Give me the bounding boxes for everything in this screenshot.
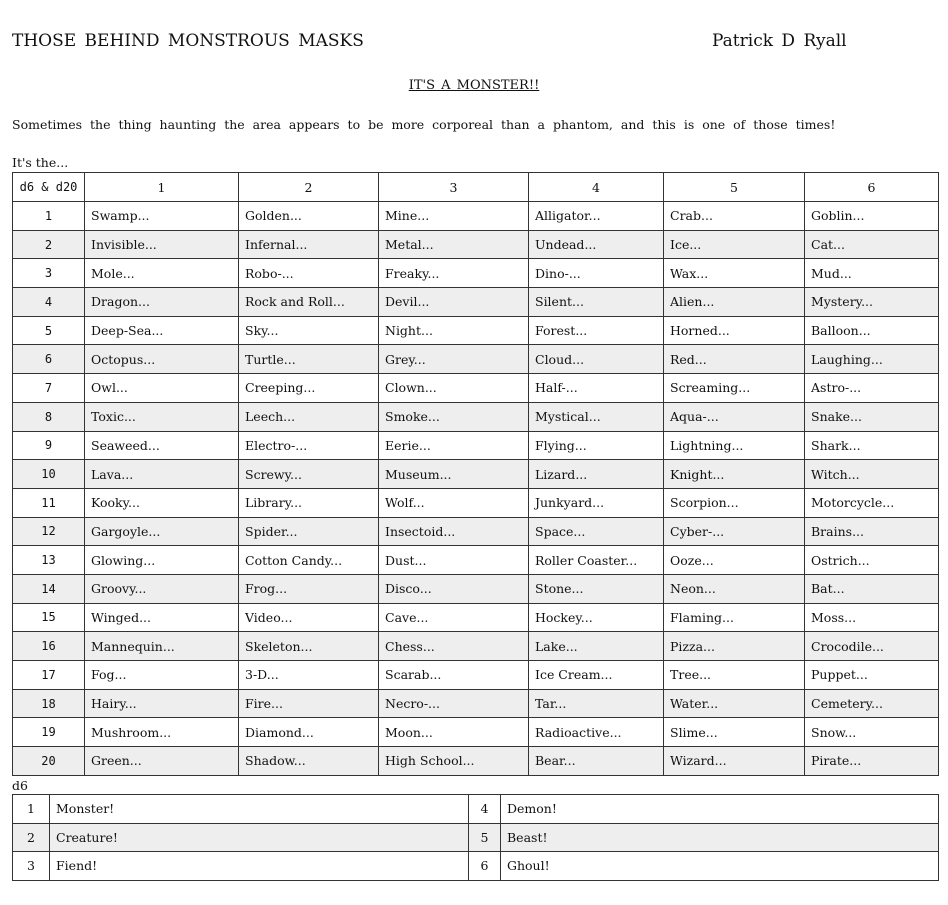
table-cell: Glowing... (85, 546, 239, 575)
table-cell: Mystical... (529, 402, 664, 431)
roll-number: 8 (13, 402, 85, 431)
d6-result: Fiend! (50, 852, 469, 881)
table-cell: Snow... (805, 718, 939, 747)
d6-result: Demon! (501, 795, 939, 824)
d6-roll-number: 3 (13, 852, 50, 881)
table-cell: Tar... (529, 689, 664, 718)
table-cell: Forest... (529, 316, 664, 345)
document-title: THOSE BEHIND MONSTROUS MASKS (12, 31, 364, 51)
table-cell: Wax... (664, 259, 805, 288)
table-cell: Fire... (239, 689, 379, 718)
table-row (13, 460, 939, 489)
column-header: 5 (664, 173, 805, 202)
roll-number: 15 (13, 603, 85, 632)
table-cell: Fog... (85, 661, 239, 690)
table-cell: Eerie... (379, 431, 529, 460)
table-cell: Crocodile... (805, 632, 939, 661)
table-cell: Astro-... (805, 374, 939, 403)
d6-result: Creature! (50, 823, 469, 852)
table-cell: Moon... (379, 718, 529, 747)
table-cell: Lightning... (664, 431, 805, 460)
table-cell: Library... (239, 488, 379, 517)
roll-number: 20 (13, 747, 85, 776)
roll-number: 4 (13, 288, 85, 317)
table-row (13, 230, 939, 259)
d6-result: Beast! (501, 823, 939, 852)
table-cell: Golden... (239, 202, 379, 231)
table-cell: Kooky... (85, 488, 239, 517)
roll-number: 6 (13, 345, 85, 374)
d6-row (13, 795, 939, 824)
table-row (13, 345, 939, 374)
table-cell: Mine... (379, 202, 529, 231)
table-cell: Balloon... (805, 316, 939, 345)
table-cell: Cyber-... (664, 517, 805, 546)
monster-suffix-table (12, 794, 939, 881)
table-cell: Radioactive... (529, 718, 664, 747)
table-row (13, 374, 939, 403)
roll-number: 9 (13, 431, 85, 460)
table-cell: Slime... (664, 718, 805, 747)
table-cell: Mole... (85, 259, 239, 288)
column-header: 4 (529, 173, 664, 202)
table-cell: Metal... (379, 230, 529, 259)
table-row (13, 632, 939, 661)
roll-number: 12 (13, 517, 85, 546)
d6-roll-number: 6 (469, 852, 501, 881)
table-cell: Diamond... (239, 718, 379, 747)
table-cell: Scorpion... (664, 488, 805, 517)
table-cell: Deep-Sea... (85, 316, 239, 345)
table-cell: Disco... (379, 574, 529, 603)
table-cell: Video... (239, 603, 379, 632)
table-cell: Mud... (805, 259, 939, 288)
table-cell: Leech... (239, 402, 379, 431)
roll-number: 14 (13, 574, 85, 603)
table-cell: 3-D... (239, 661, 379, 690)
table-header-row (13, 173, 939, 202)
table-cell: Sky... (239, 316, 379, 345)
roll-number: 11 (13, 488, 85, 517)
roll-number: 3 (13, 259, 85, 288)
table-cell: Turtle... (239, 345, 379, 374)
roll-number: 19 (13, 718, 85, 747)
table-cell: Ostrich... (805, 546, 939, 575)
table-cell: Smoke... (379, 402, 529, 431)
table-cell: Neon... (664, 574, 805, 603)
column-header: 1 (85, 173, 239, 202)
table-cell: Dragon... (85, 288, 239, 317)
table-cell: Frog... (239, 574, 379, 603)
d6-roll-number: 1 (13, 795, 50, 824)
table-cell: Cemetery... (805, 689, 939, 718)
table-row (13, 431, 939, 460)
table-row (13, 661, 939, 690)
table-lead-in: It's the... (12, 155, 69, 170)
table-cell: Goblin... (805, 202, 939, 231)
table-cell: Ooze... (664, 546, 805, 575)
table-cell: Knight... (664, 460, 805, 489)
roll-number: 2 (13, 230, 85, 259)
table-cell: Necro-... (379, 689, 529, 718)
table-cell: Invisible... (85, 230, 239, 259)
roll-number: 7 (13, 374, 85, 403)
table-row (13, 546, 939, 575)
table-cell: Mushroom... (85, 718, 239, 747)
table-cell: Half-... (529, 374, 664, 403)
table-cell: Witch... (805, 460, 939, 489)
table-cell: Electro-... (239, 431, 379, 460)
table-cell: Roller Coaster... (529, 546, 664, 575)
table-row (13, 288, 939, 317)
table-cell: Pizza... (664, 632, 805, 661)
roll-number: 17 (13, 661, 85, 690)
table-cell: Bear... (529, 747, 664, 776)
table-cell: Dust... (379, 546, 529, 575)
table-cell: Laughing... (805, 345, 939, 374)
table-cell: Puppet... (805, 661, 939, 690)
table-cell: Undead... (529, 230, 664, 259)
table-cell: Lava... (85, 460, 239, 489)
table-cell: Clown... (379, 374, 529, 403)
table-cell: Cotton Candy... (239, 546, 379, 575)
table-cell: Winged... (85, 603, 239, 632)
author-name: Patrick D Ryall (712, 31, 847, 51)
roll-number: 18 (13, 689, 85, 718)
table-cell: Wizard... (664, 747, 805, 776)
table-cell: Owl... (85, 374, 239, 403)
table-cell: Motorcycle... (805, 488, 939, 517)
table-cell: Cloud... (529, 345, 664, 374)
d6-table-label: d6 (12, 778, 28, 793)
table-cell: Hockey... (529, 603, 664, 632)
table-cell: Space... (529, 517, 664, 546)
table-cell: Lake... (529, 632, 664, 661)
table-cell: Infernal... (239, 230, 379, 259)
table-cell: Scarab... (379, 661, 529, 690)
roll-number: 10 (13, 460, 85, 489)
table-cell: Swamp... (85, 202, 239, 231)
table-cell: Stone... (529, 574, 664, 603)
table-cell: Brains... (805, 517, 939, 546)
roll-number: 1 (13, 202, 85, 231)
table-cell: Junkyard... (529, 488, 664, 517)
table-cell: Museum... (379, 460, 529, 489)
table-cell: Flying... (529, 431, 664, 460)
d6-row (13, 852, 939, 881)
table-cell: Freaky... (379, 259, 529, 288)
table-cell: Ice... (664, 230, 805, 259)
d6-result: Monster! (50, 795, 469, 824)
table-cell: Night... (379, 316, 529, 345)
column-header: 6 (805, 173, 939, 202)
table-cell: Green... (85, 747, 239, 776)
table-cell: Moss... (805, 603, 939, 632)
table-cell: Devil... (379, 288, 529, 317)
table-cell: Skeleton... (239, 632, 379, 661)
table-cell: Water... (664, 689, 805, 718)
table-cell: Alien... (664, 288, 805, 317)
table-cell: Alligator... (529, 202, 664, 231)
d6-row (13, 823, 939, 852)
section-subtitle: IT'S A MONSTER!! (408, 78, 540, 93)
table-row (13, 259, 939, 288)
table-cell: Red... (664, 345, 805, 374)
table-cell: Shadow... (239, 747, 379, 776)
d6-roll-number: 2 (13, 823, 50, 852)
table-cell: Cat... (805, 230, 939, 259)
table-cell: Snake... (805, 402, 939, 431)
table-row (13, 747, 939, 776)
table-cell: Creeping... (239, 374, 379, 403)
table-cell: Mystery... (805, 288, 939, 317)
table-row (13, 689, 939, 718)
table-cell: Shark... (805, 431, 939, 460)
table-cell: Robo-... (239, 259, 379, 288)
table-cell: Crab... (664, 202, 805, 231)
table-cell: Grey... (379, 345, 529, 374)
table-cell: Horned... (664, 316, 805, 345)
table-cell: Tree... (664, 661, 805, 690)
corner-header: d6 & d20 (13, 173, 85, 202)
column-header: 3 (379, 173, 529, 202)
table-row (13, 316, 939, 345)
table-row (13, 402, 939, 431)
column-header: 2 (239, 173, 379, 202)
table-cell: Aqua-... (664, 402, 805, 431)
d6-result: Ghoul! (501, 852, 939, 881)
table-row (13, 517, 939, 546)
table-cell: Groovy... (85, 574, 239, 603)
table-cell: Chess... (379, 632, 529, 661)
roll-number: 13 (13, 546, 85, 575)
d6-roll-number: 5 (469, 823, 501, 852)
table-cell: Silent... (529, 288, 664, 317)
table-row (13, 488, 939, 517)
table-cell: Gargoyle... (85, 517, 239, 546)
table-row (13, 202, 939, 231)
table-row (13, 603, 939, 632)
table-cell: Cave... (379, 603, 529, 632)
table-row (13, 718, 939, 747)
table-cell: Dino-... (529, 259, 664, 288)
d6-roll-number: 4 (469, 795, 501, 824)
table-cell: Rock and Roll... (239, 288, 379, 317)
table-cell: Insectoid... (379, 517, 529, 546)
table-cell: Pirate... (805, 747, 939, 776)
table-cell: Bat... (805, 574, 939, 603)
roll-number: 16 (13, 632, 85, 661)
table-cell: High School... (379, 747, 529, 776)
table-cell: Screaming... (664, 374, 805, 403)
table-cell: Toxic... (85, 402, 239, 431)
table-row (13, 574, 939, 603)
table-cell: Wolf... (379, 488, 529, 517)
intro-paragraph: Sometimes the thing haunting the area appears to be more corporeal than a phantom, and this is one of those times! (12, 117, 836, 132)
table-cell: Ice Cream... (529, 661, 664, 690)
table-cell: Flaming... (664, 603, 805, 632)
table-cell: Hairy... (85, 689, 239, 718)
table-cell: Spider... (239, 517, 379, 546)
table-cell: Mannequin... (85, 632, 239, 661)
table-cell: Screwy... (239, 460, 379, 489)
monster-prefix-table (12, 172, 939, 776)
roll-number: 5 (13, 316, 85, 345)
table-cell: Octopus... (85, 345, 239, 374)
table-cell: Lizard... (529, 460, 664, 489)
table-cell: Seaweed... (85, 431, 239, 460)
